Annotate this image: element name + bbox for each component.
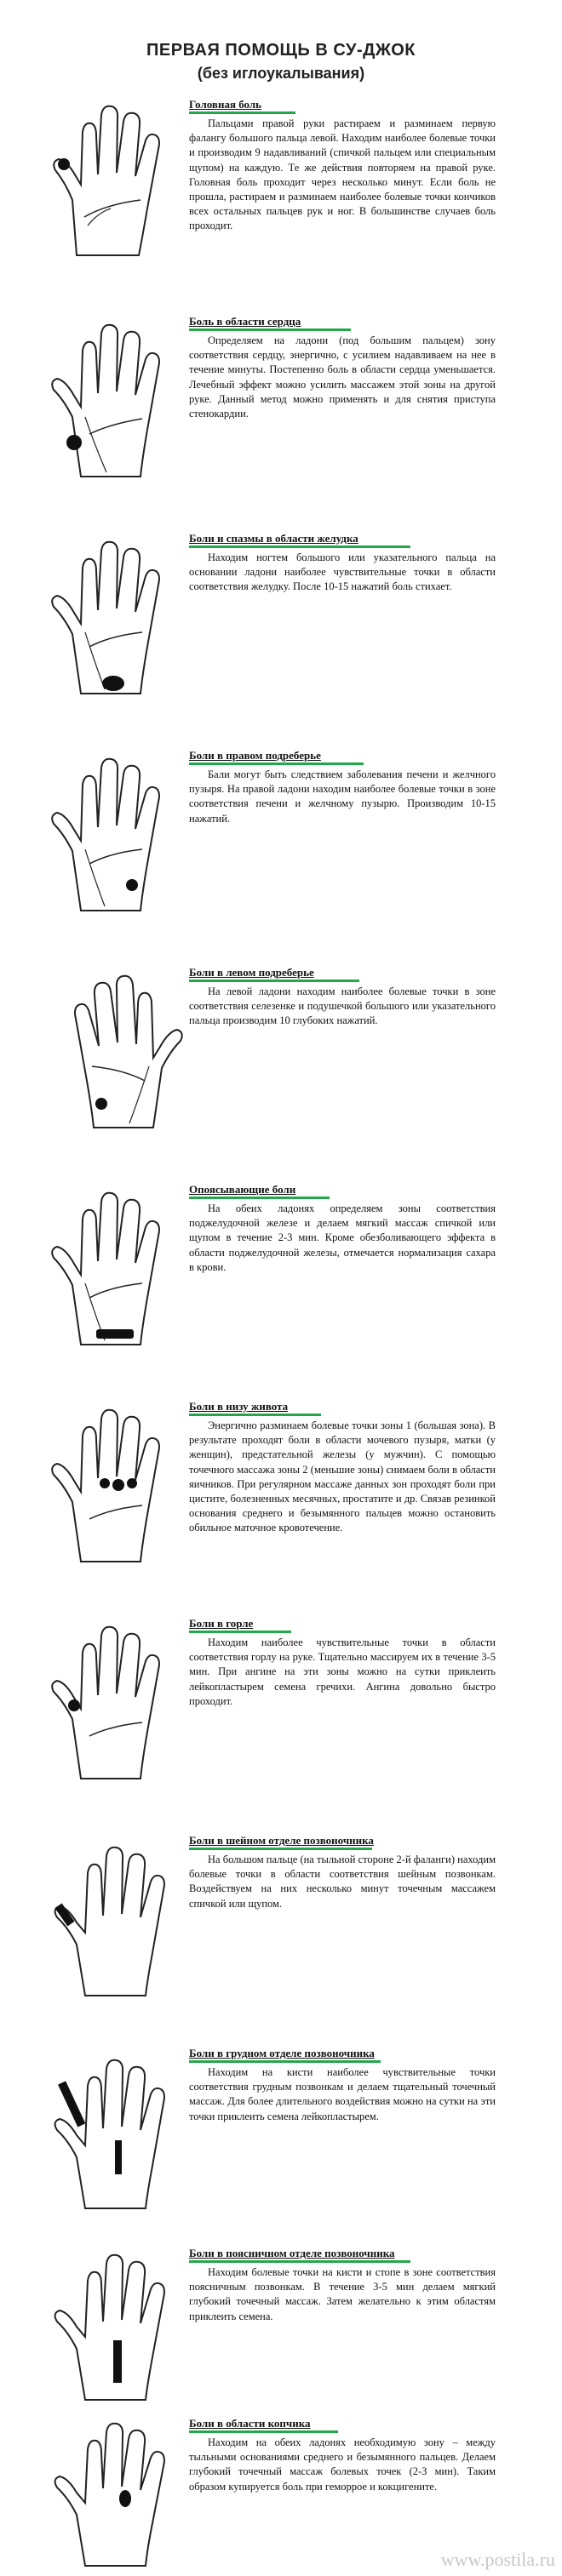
hand-illustration	[47, 966, 187, 1136]
heading-underline	[189, 1631, 291, 1633]
section-heading: Боли в шейном отделе позвоночника	[189, 1834, 374, 1847]
section-text: Находим болевые точки на кисти и стопе в зоне соответствия поясничным позвонкам. В течение 3-5 мин делаем мягкий глубокий точечный массаж. Затем желательно к этим областям приклеить семена.	[189, 2266, 496, 2322]
watermark: www.postila.ru	[440, 2549, 555, 2570]
hand-illustration	[47, 2247, 187, 2408]
section-heading: Опоясывающие боли	[189, 1183, 296, 1196]
palm-hand-icon	[47, 1617, 187, 1787]
back-hand-icon	[47, 1834, 187, 2004]
section-text: Находим на кисти наиболее чувствительные точки соответствия грудным позвонкам и делаем тщательный точечный массаж. Для более длительного воздействия можно на сутки на эти точки приклеить семена лейкопластырем.	[189, 2066, 496, 2122]
heading-underline	[189, 1414, 321, 1416]
hand-illustration	[47, 1400, 187, 1570]
section-heading: Боли и спазмы в области желудка	[189, 532, 358, 545]
heading-underline	[189, 1848, 372, 1850]
heading-underline	[189, 545, 410, 548]
section-heading: Боли в грудном отделе позвоночника	[189, 2047, 375, 2059]
section-heading: Боли в области копчика	[189, 2417, 311, 2430]
section-heading: Боли в низу живота	[189, 1400, 289, 1413]
heading-underline	[189, 1197, 330, 1199]
back-hand-icon	[47, 2247, 187, 2408]
palm-hand-icon	[47, 1183, 187, 1353]
back-hand-icon	[47, 2417, 187, 2570]
hand-illustration	[47, 1834, 187, 2004]
section-heading: Боли в правом подреберье	[189, 749, 321, 762]
hand-illustration	[47, 749, 187, 919]
section-heading: Боль в области сердца	[189, 315, 301, 328]
heading-underline	[189, 2060, 381, 2063]
section-text: На большом пальце (на тыльной стороне 2-й фаланги) находим болевые точки в области соответствия шейным позвонкам. Воздействуем на них несколько минут точечным массажем спичкой или щупом.	[189, 1853, 496, 1910]
section-text: Пальцами правой руки растираем и разминаем первую фалангу большого пальца левой. Находим наиболее болевые точки и производим 9 надавливаний (спичкой пальцем или специальным щупом) на каждую. Те же действия повторяем на правой руке. Головная боль проходит через несколько минут. Если боль не прошла, растираем и разминаем наиболее болевые точки кончиков всех остальных пальцев рук и ног. В большинстве случаев боль проходит.	[189, 117, 496, 232]
section-text: Находим наиболее чувствительные точки в области соответствия горлу на руке. Тщательно массируем их в течение 3-5 мин. При ангине на эти зоны можно на сутки приклеить лейкопластырем семена гречихи. Ангина довольно быстро проходит.	[189, 1636, 496, 1707]
hand-illustration	[47, 532, 187, 702]
section-text: Находим на обеих ладонях необходимую зону – между тыльными основаниями среднего и безымянного пальцев. Делаем глубокий точечный массаж болевых точек (2-3 мин). Таким образом купируется боль при геморрое и кокцигените.	[189, 2436, 496, 2493]
hand-illustration	[47, 2417, 187, 2570]
hand-illustration	[47, 2047, 187, 2217]
section-text: Бали могут быть следствием заболевания печени и желчного пузыря. На правой ладони находим наиболее болевые точки в зоне соответствия печени и желчному пузырю. Производим 10-15 нажатий.	[189, 768, 496, 825]
palm-hand-icon	[47, 749, 187, 919]
section-heading: Боли в левом подреберье	[189, 966, 314, 979]
section-text: На левой ладони находим наиболее болевые точки в зоне соответствия селезенке и подушечкой большого или указательного пальца производим 10 глубоких нажатий.	[189, 985, 496, 1027]
palm-hand-icon	[47, 1400, 187, 1570]
palm-hand-icon	[47, 966, 187, 1136]
section-text: Определяем на ладони (под большим пальцем) зону соответствия сердцу, энергично, с усилием надавливаем на нее в течение минуты. Постепенно боль в области сердца уменьшается. Лечебный эффект можно усилить массажем этой зоны на другой руке. Данный метод можно применять и для снятия приступа стенокардии.	[189, 334, 496, 420]
section-text: Энергично разминаем болевые точки зоны 1 (большая зона). В результате проходят боли в области мочевого пузыря, матки (у женщин), предстательной железы (у мужчин). С помощью точечного массажа зоны 2 (меньшие зоны) снимаем боли в области яичников. При регулярном массаже данных зон проходят боли при цистите, болезненных месячных, простатите и др. Связав резинкой основания среднего и безымянного пальцев можно остановить обильное маточное кровотечение.	[189, 1419, 496, 1534]
heading-underline	[189, 2430, 338, 2433]
page-title: ПЕРВАЯ ПОМОЩЬ В СУ-ДЖОК	[146, 41, 416, 60]
hand-illustration	[47, 315, 187, 485]
heading-underline	[189, 328, 351, 331]
hand-illustration	[47, 1617, 187, 1787]
page-subtitle: (без иглоукалывания)	[197, 65, 365, 82]
palm-hand-icon	[47, 532, 187, 702]
section-heading: Боли в горле	[189, 1617, 254, 1630]
back-hand-icon	[47, 2047, 187, 2217]
section-text: Находим ногтем большого или указательного пальца на основании ладони наиболее чувствительные точки в области соответствия желудку. После 10-15 нажатий боль стихает.	[189, 551, 496, 593]
section-heading: Головная боль	[189, 98, 262, 111]
heading-underline	[189, 763, 364, 765]
section-text: На обеих ладонях определяем зоны соответствия поджелудочной железе и делаем мягкий массаж спичкой или щупом в течение 2-3 мин. Кроме обезболивающего эффекта в области поджелудочной железы, отмечается нормализация сахара в крови.	[189, 1202, 496, 1273]
hand-illustration	[47, 1183, 187, 1353]
hand-illustration	[47, 98, 187, 268]
heading-underline	[189, 2260, 410, 2263]
palm-hand-icon	[47, 98, 187, 268]
heading-underline	[189, 111, 295, 114]
section-heading: Боли в поясничном отделе позвоночника	[189, 2247, 395, 2259]
heading-underline	[189, 980, 359, 982]
palm-hand-icon	[47, 315, 187, 485]
